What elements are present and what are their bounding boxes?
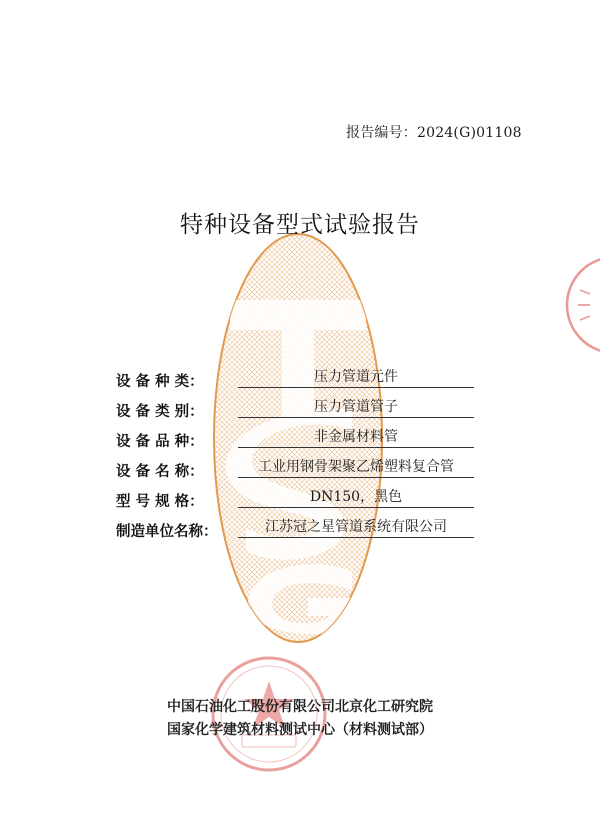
field-label: 设 备 种 类： xyxy=(116,374,204,390)
field-row-manufacturer xyxy=(116,515,486,545)
field-row-equipment-name xyxy=(116,455,486,485)
field-value: 工业用钢骨架聚乙烯塑料复合管 xyxy=(238,458,474,478)
field-row-equipment-type xyxy=(116,365,486,395)
field-value: 非金属材料管 xyxy=(238,428,474,448)
field-row-equipment-category xyxy=(116,395,486,425)
field-label: 设 备 品 种： xyxy=(116,434,204,450)
field-value: DN150，黑色 xyxy=(238,488,474,508)
field-value: 压力管道管子 xyxy=(238,398,474,418)
field-label: 制造单位名称： xyxy=(116,524,218,540)
field-value: 江苏冠之星管道系统有限公司 xyxy=(238,518,474,538)
field-label: 设 备 类 别： xyxy=(116,404,204,420)
field-label: 设 备 名 称： xyxy=(116,464,204,480)
field-row-model-spec xyxy=(116,485,486,515)
issuer-line-2: 国家化学建筑材料测试中心（材料测试部） xyxy=(167,722,433,738)
issuer-line-1: 中国石油化工股份有限公司北京化工研究院 xyxy=(167,699,433,715)
field-value: 压力管道元件 xyxy=(238,368,474,388)
page-title: 特种设备型式试验报告 xyxy=(180,212,420,238)
edge-seal-icon xyxy=(560,250,600,360)
report-number: 报告编号：2024(G)01108 xyxy=(346,125,522,141)
field-label: 型 号 规 格： xyxy=(116,494,204,510)
equipment-info-table xyxy=(116,365,486,545)
field-row-equipment-variety xyxy=(116,425,486,455)
